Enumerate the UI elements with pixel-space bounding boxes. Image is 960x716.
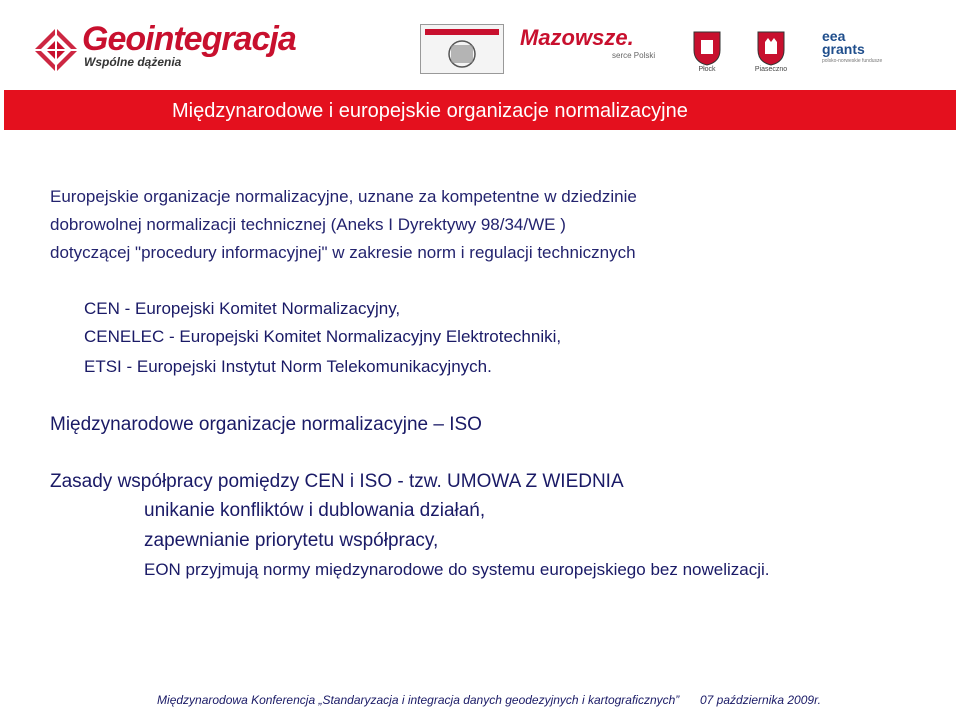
footer xyxy=(0,692,960,708)
footer-date: 07 października 2009r. xyxy=(700,693,821,707)
agreement-point-3: EON przyjmują normy międzynarodowe do systemu europejskiego bez nowelizacji. xyxy=(144,560,770,579)
piaseczno-label: Piaseczno xyxy=(754,66,788,73)
logo-text: Geointegracja xyxy=(82,20,296,58)
org-cenelec: CENELEC - Europejski Komitet Normalizacyjny Elektrotechniki, xyxy=(84,327,562,346)
logo-tagline: Wspólne dążenia xyxy=(84,55,182,69)
org-etsi: ETSI - Europejski Instytut Norm Telekomunikacyjnych. xyxy=(84,357,492,376)
intro-line-3: dotyczącej "procedury informacyjnej" w zakresie norm i regulacji technicznych xyxy=(50,243,636,262)
mazowsze-tagline: serce Polski xyxy=(612,51,656,60)
intro-line-2: dobrowolnej normalizacji technicznej (Aneks I Dyrektywy 98/34/WE ) xyxy=(50,215,566,234)
intro-line-1: Europejskie organizacje normalizacyjne, uznane za kompetentne w dziedzinie xyxy=(50,187,637,206)
partner-logo-box xyxy=(420,24,504,74)
intl-heading: Międzynarodowe organizacje normalizacyjne – ISO xyxy=(50,414,482,435)
header-logos xyxy=(0,0,960,90)
plock-crest-icon xyxy=(692,30,722,66)
agreement-point-1: unikanie konfliktów i dublowania działań, xyxy=(144,500,486,521)
agreement-point-2: zapewnianie priorytetu współpracy, xyxy=(144,530,439,551)
slide-title: Międzynarodowe i europejskie organizacje normalizacyjne xyxy=(172,100,688,122)
eea-grants-logo: eea grants xyxy=(822,28,865,57)
mazowsze-logo: Mazowsze. xyxy=(520,25,634,50)
eea-grants-tagline: polsko-norweskie fundusze xyxy=(822,58,883,64)
org-cen: CEN - Europejski Komitet Normalizacyjny, xyxy=(84,299,401,318)
agreement-heading: Zasady współpracy pomiędzy CEN i ISO - tzw. UMOWA Z WIEDNIA xyxy=(50,471,624,492)
map-emblem-icon xyxy=(421,25,503,73)
piaseczno-crest-icon xyxy=(756,30,786,66)
footer-conference: Międzynarodowa Konferencja „Standaryzacja i integracja danych geodezyjnych i kartograficznych” xyxy=(157,693,680,707)
plock-label: Płock xyxy=(698,66,716,73)
